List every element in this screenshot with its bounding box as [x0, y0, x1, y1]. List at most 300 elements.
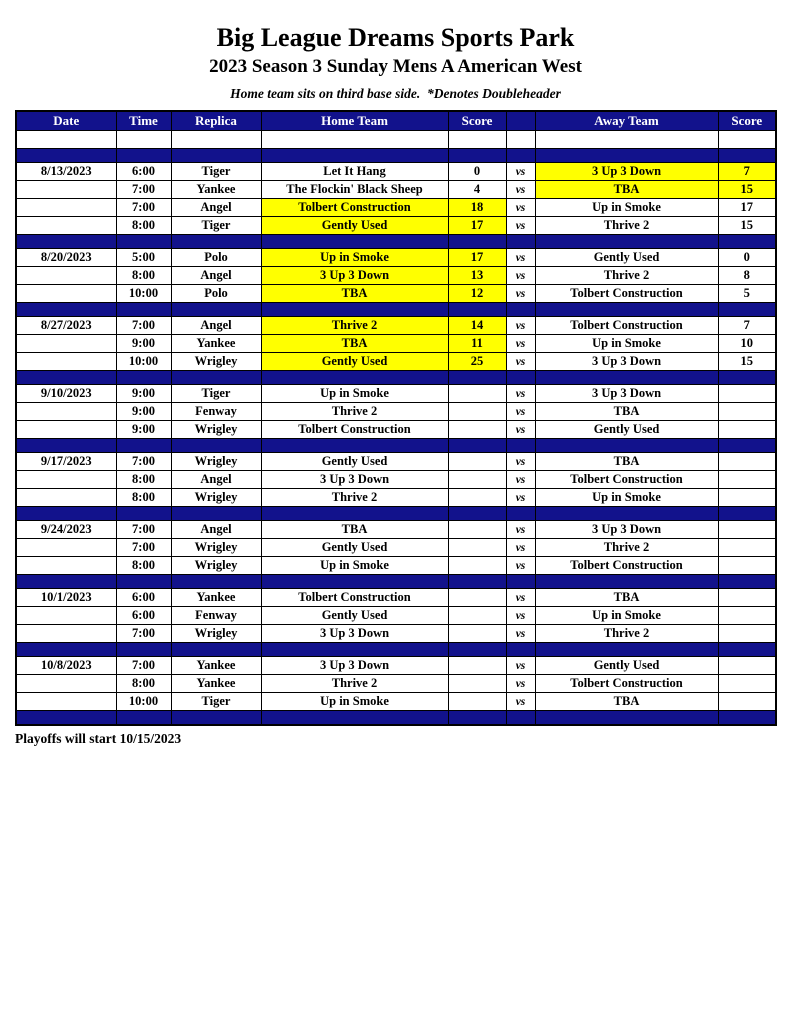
replica-cell: Tiger [171, 385, 261, 403]
date-cell: 9/10/2023 [16, 385, 116, 403]
away-team-cell: Thrive 2 [535, 267, 718, 285]
away-score-cell: 5 [718, 285, 776, 303]
date-cell [16, 675, 116, 693]
away-score-cell [718, 575, 776, 589]
time-cell: 8:00 [116, 217, 171, 235]
date-cell [16, 625, 116, 643]
home-score-cell [448, 235, 506, 249]
home-score-cell [448, 403, 506, 421]
time-cell: 7:00 [116, 657, 171, 675]
time-cell: 5:00 [116, 249, 171, 267]
away-score-cell [718, 403, 776, 421]
away-score-cell: 17 [718, 199, 776, 217]
vs-cell [506, 439, 535, 453]
home-score-cell [448, 507, 506, 521]
vs-cell: vs [506, 675, 535, 693]
home-score-cell [448, 625, 506, 643]
away-team-cell: Thrive 2 [535, 625, 718, 643]
date-cell [16, 557, 116, 575]
home-team-cell: Tolbert Construction [261, 199, 448, 217]
time-cell: 9:00 [116, 421, 171, 439]
home-team-note: Home team sits on third base side. *Denotes Doubleheader [230, 86, 561, 102]
away-team-cell: Up in Smoke [535, 199, 718, 217]
home-score-cell: 11 [448, 335, 506, 353]
home-team-cell [261, 371, 448, 385]
date-cell [16, 539, 116, 557]
home-score-cell: 14 [448, 317, 506, 335]
home-score-cell: 17 [448, 217, 506, 235]
away-score-cell [718, 625, 776, 643]
time-cell: 8:00 [116, 557, 171, 575]
game-row [16, 657, 776, 675]
away-team-cell: 3 Up 3 Down [535, 521, 718, 539]
replica-cell [171, 711, 261, 726]
vs-cell: vs [506, 421, 535, 439]
date-cell: 8/13/2023 [16, 163, 116, 181]
col-header-vs [506, 111, 535, 131]
date-cell [16, 607, 116, 625]
away-team-cell: Tolbert Construction [535, 557, 718, 575]
away-team-cell: TBA [535, 453, 718, 471]
game-row [16, 471, 776, 489]
home-team-cell [261, 439, 448, 453]
home-team-cell: 3 Up 3 Down [261, 657, 448, 675]
date-cell [16, 199, 116, 217]
away-score-cell [718, 643, 776, 657]
vs-cell [506, 371, 535, 385]
date-cell [16, 371, 116, 385]
time-cell: 9:00 [116, 335, 171, 353]
date-cell: 9/17/2023 [16, 453, 116, 471]
home-team-cell: Thrive 2 [261, 403, 448, 421]
time-cell: 7:00 [116, 625, 171, 643]
replica-cell: Polo [171, 285, 261, 303]
game-row [16, 453, 776, 471]
game-row [16, 693, 776, 711]
time-cell [116, 235, 171, 249]
home-score-cell [448, 589, 506, 607]
away-score-cell [718, 521, 776, 539]
home-score-cell [448, 471, 506, 489]
date-cell [16, 489, 116, 507]
date-cell [16, 403, 116, 421]
separator-row [16, 575, 776, 589]
home-score-cell [448, 453, 506, 471]
home-score-cell: 4 [448, 181, 506, 199]
home-score-cell: 13 [448, 267, 506, 285]
vs-cell: vs [506, 385, 535, 403]
time-cell [116, 575, 171, 589]
home-score-cell [448, 439, 506, 453]
home-score-cell [448, 693, 506, 711]
replica-cell [171, 575, 261, 589]
separator-row [16, 303, 776, 317]
home-score-cell [448, 675, 506, 693]
home-score-cell [448, 643, 506, 657]
home-team-cell: Tolbert Construction [261, 589, 448, 607]
away-score-cell [718, 657, 776, 675]
home-team-cell [261, 149, 448, 163]
separator-row [16, 643, 776, 657]
date-cell [16, 285, 116, 303]
date-cell [16, 643, 116, 657]
col-header-away-team: Away Team [535, 111, 718, 131]
game-row [16, 385, 776, 403]
away-score-cell: 15 [718, 217, 776, 235]
away-score-cell: 8 [718, 267, 776, 285]
game-row [16, 539, 776, 557]
separator-row [16, 235, 776, 249]
separator-row [16, 711, 776, 726]
away-team-cell: 3 Up 3 Down [535, 163, 718, 181]
date-cell: 10/8/2023 [16, 657, 116, 675]
replica-cell: Yankee [171, 675, 261, 693]
time-cell: 8:00 [116, 489, 171, 507]
home-team-cell: Gently Used [261, 453, 448, 471]
away-team-cell: Tolbert Construction [535, 317, 718, 335]
date-cell [16, 507, 116, 521]
game-row [16, 607, 776, 625]
replica-cell: Angel [171, 471, 261, 489]
home-score-cell [448, 421, 506, 439]
date-cell [16, 421, 116, 439]
away-team-cell [535, 711, 718, 726]
away-team-cell [535, 371, 718, 385]
away-score-cell [718, 471, 776, 489]
away-team-cell: Up in Smoke [535, 335, 718, 353]
empty-row [16, 131, 776, 149]
home-team-cell: 3 Up 3 Down [261, 471, 448, 489]
home-score-cell [448, 303, 506, 317]
away-score-cell [718, 675, 776, 693]
home-score-cell: 17 [448, 249, 506, 267]
header-row [16, 111, 776, 131]
away-score-cell [718, 371, 776, 385]
away-score-cell: 10 [718, 335, 776, 353]
replica-cell: Yankee [171, 657, 261, 675]
game-row [16, 163, 776, 181]
vs-cell: vs [506, 403, 535, 421]
vs-cell [506, 507, 535, 521]
separator-row [16, 149, 776, 163]
home-team-cell: Gently Used [261, 539, 448, 557]
home-score-cell [448, 149, 506, 163]
replica-cell: Fenway [171, 403, 261, 421]
time-cell: 10:00 [116, 353, 171, 371]
away-team-cell: Up in Smoke [535, 489, 718, 507]
time-cell: 6:00 [116, 163, 171, 181]
replica-cell: Polo [171, 249, 261, 267]
time-cell: 10:00 [116, 285, 171, 303]
replica-cell: Wrigley [171, 539, 261, 557]
vs-cell [506, 711, 535, 726]
game-row [16, 317, 776, 335]
page-subtitle: 2023 Season 3 Sunday Mens A American West [209, 55, 582, 77]
home-score-cell [448, 657, 506, 675]
replica-cell: Yankee [171, 589, 261, 607]
game-row [16, 285, 776, 303]
vs-cell: vs [506, 285, 535, 303]
game-row [16, 675, 776, 693]
away-team-cell: TBA [535, 693, 718, 711]
home-team-cell [261, 131, 448, 149]
date-cell [16, 711, 116, 726]
vs-cell [506, 235, 535, 249]
vs-cell: vs [506, 589, 535, 607]
vs-cell: vs [506, 181, 535, 199]
away-team-cell: Thrive 2 [535, 539, 718, 557]
vs-cell: vs [506, 199, 535, 217]
vs-cell: vs [506, 539, 535, 557]
vs-cell: vs [506, 607, 535, 625]
replica-cell: Angel [171, 267, 261, 285]
page-title: Big League Dreams Sports Park [216, 23, 575, 52]
replica-cell [171, 507, 261, 521]
home-score-cell [448, 575, 506, 589]
date-cell [16, 131, 116, 149]
col-header-date: Date [16, 111, 116, 131]
vs-cell: vs [506, 317, 535, 335]
time-cell: 7:00 [116, 317, 171, 335]
home-team-cell: Gently Used [261, 353, 448, 371]
vs-cell: vs [506, 471, 535, 489]
away-team-cell [535, 303, 718, 317]
away-team-cell [535, 439, 718, 453]
home-team-cell: Thrive 2 [261, 317, 448, 335]
game-row [16, 335, 776, 353]
date-cell [16, 335, 116, 353]
date-cell [16, 353, 116, 371]
date-cell [16, 217, 116, 235]
replica-cell: Yankee [171, 335, 261, 353]
away-score-cell [718, 557, 776, 575]
time-cell [116, 711, 171, 726]
away-team-cell: Tolbert Construction [535, 285, 718, 303]
vs-cell: vs [506, 267, 535, 285]
home-team-cell: Up in Smoke [261, 557, 448, 575]
away-team-cell: Gently Used [535, 421, 718, 439]
away-team-cell: 3 Up 3 Down [535, 353, 718, 371]
col-header-time: Time [116, 111, 171, 131]
col-header-away-score: Score [718, 111, 776, 131]
col-header-home-score: Score [448, 111, 506, 131]
replica-cell: Tiger [171, 163, 261, 181]
time-cell: 9:00 [116, 403, 171, 421]
game-row [16, 589, 776, 607]
time-cell: 7:00 [116, 539, 171, 557]
away-team-cell: Tolbert Construction [535, 675, 718, 693]
vs-cell: vs [506, 521, 535, 539]
away-team-cell [535, 131, 718, 149]
away-team-cell: 3 Up 3 Down [535, 385, 718, 403]
vs-cell: vs [506, 217, 535, 235]
away-team-cell [535, 507, 718, 521]
time-cell: 7:00 [116, 199, 171, 217]
home-team-cell [261, 507, 448, 521]
home-team-cell: Thrive 2 [261, 675, 448, 693]
away-score-cell: 15 [718, 181, 776, 199]
time-cell: 6:00 [116, 607, 171, 625]
home-score-cell [448, 607, 506, 625]
time-cell [116, 149, 171, 163]
game-row [16, 199, 776, 217]
replica-cell: Wrigley [171, 557, 261, 575]
away-score-cell [718, 607, 776, 625]
vs-cell: vs [506, 557, 535, 575]
away-team-cell [535, 575, 718, 589]
replica-cell [171, 149, 261, 163]
home-score-cell [448, 521, 506, 539]
away-score-cell [718, 149, 776, 163]
home-score-cell: 25 [448, 353, 506, 371]
date-cell [16, 693, 116, 711]
away-score-cell [718, 507, 776, 521]
home-team-cell [261, 235, 448, 249]
home-team-cell: 3 Up 3 Down [261, 267, 448, 285]
replica-cell: Wrigley [171, 625, 261, 643]
replica-cell [171, 131, 261, 149]
game-row [16, 249, 776, 267]
home-team-cell: TBA [261, 285, 448, 303]
home-team-cell: Let It Hang [261, 163, 448, 181]
date-cell: 8/20/2023 [16, 249, 116, 267]
date-cell: 9/24/2023 [16, 521, 116, 539]
game-row [16, 353, 776, 371]
vs-cell: vs [506, 163, 535, 181]
time-cell: 10:00 [116, 693, 171, 711]
date-cell [16, 303, 116, 317]
game-row [16, 521, 776, 539]
away-team-cell: TBA [535, 181, 718, 199]
home-score-cell [448, 539, 506, 557]
time-cell: 7:00 [116, 453, 171, 471]
away-score-cell: 15 [718, 353, 776, 371]
game-row [16, 489, 776, 507]
home-team-cell: The Flockin' Black Sheep [261, 181, 448, 199]
replica-cell [171, 371, 261, 385]
col-header-home-team: Home Team [261, 111, 448, 131]
away-team-cell [535, 235, 718, 249]
away-score-cell: 7 [718, 317, 776, 335]
home-team-cell [261, 711, 448, 726]
vs-cell: vs [506, 657, 535, 675]
time-cell: 8:00 [116, 471, 171, 489]
home-score-cell [448, 385, 506, 403]
date-cell [16, 149, 116, 163]
away-score-cell [718, 385, 776, 403]
away-score-cell [718, 439, 776, 453]
away-team-cell [535, 643, 718, 657]
home-team-cell: TBA [261, 521, 448, 539]
home-team-cell: 3 Up 3 Down [261, 625, 448, 643]
away-score-cell [718, 421, 776, 439]
home-team-cell [261, 303, 448, 317]
replica-cell [171, 235, 261, 249]
replica-cell: Wrigley [171, 421, 261, 439]
away-score-cell [718, 589, 776, 607]
time-cell [116, 439, 171, 453]
replica-cell: Yankee [171, 181, 261, 199]
home-team-cell: Gently Used [261, 607, 448, 625]
date-cell [16, 471, 116, 489]
home-score-cell [448, 711, 506, 726]
home-score-cell: 18 [448, 199, 506, 217]
date-cell [16, 575, 116, 589]
date-cell [16, 181, 116, 199]
replica-cell: Angel [171, 317, 261, 335]
away-team-cell: TBA [535, 403, 718, 421]
game-row [16, 557, 776, 575]
time-cell [116, 131, 171, 149]
vs-cell [506, 643, 535, 657]
separator-row [16, 439, 776, 453]
away-team-cell [535, 149, 718, 163]
replica-cell: Wrigley [171, 489, 261, 507]
home-score-cell: 0 [448, 163, 506, 181]
replica-cell: Fenway [171, 607, 261, 625]
home-score-cell [448, 131, 506, 149]
home-team-cell: TBA [261, 335, 448, 353]
replica-cell: Tiger [171, 693, 261, 711]
time-cell [116, 507, 171, 521]
vs-cell: vs [506, 353, 535, 371]
away-team-cell: Gently Used [535, 249, 718, 267]
game-row [16, 217, 776, 235]
game-row [16, 403, 776, 421]
away-score-cell: 7 [718, 163, 776, 181]
away-score-cell [718, 539, 776, 557]
replica-cell [171, 643, 261, 657]
replica-cell [171, 303, 261, 317]
home-team-cell: Thrive 2 [261, 489, 448, 507]
replica-cell: Angel [171, 199, 261, 217]
vs-cell [506, 575, 535, 589]
time-cell: 7:00 [116, 521, 171, 539]
time-cell [116, 303, 171, 317]
playoffs-note: Playoffs will start 10/15/2023 [15, 731, 182, 747]
home-team-cell: Gently Used [261, 217, 448, 235]
replica-cell: Tiger [171, 217, 261, 235]
away-team-cell: Up in Smoke [535, 607, 718, 625]
away-score-cell [718, 489, 776, 507]
separator-row [16, 371, 776, 385]
home-team-cell: Up in Smoke [261, 693, 448, 711]
away-score-cell: 0 [718, 249, 776, 267]
vs-cell: vs [506, 335, 535, 353]
home-team-cell: Tolbert Construction [261, 421, 448, 439]
time-cell: 8:00 [116, 675, 171, 693]
date-cell [16, 235, 116, 249]
away-team-cell: TBA [535, 589, 718, 607]
home-score-cell [448, 371, 506, 385]
replica-cell: Angel [171, 521, 261, 539]
away-team-cell: Tolbert Construction [535, 471, 718, 489]
home-team-cell: Up in Smoke [261, 249, 448, 267]
vs-cell: vs [506, 453, 535, 471]
time-cell [116, 643, 171, 657]
replica-cell [171, 439, 261, 453]
away-score-cell [718, 453, 776, 471]
vs-cell [506, 303, 535, 317]
away-team-cell: Gently Used [535, 657, 718, 675]
home-score-cell [448, 557, 506, 575]
schedule-table [15, 110, 777, 726]
away-score-cell [718, 303, 776, 317]
game-row [16, 181, 776, 199]
home-team-cell [261, 575, 448, 589]
away-score-cell [718, 131, 776, 149]
home-team-cell [261, 643, 448, 657]
